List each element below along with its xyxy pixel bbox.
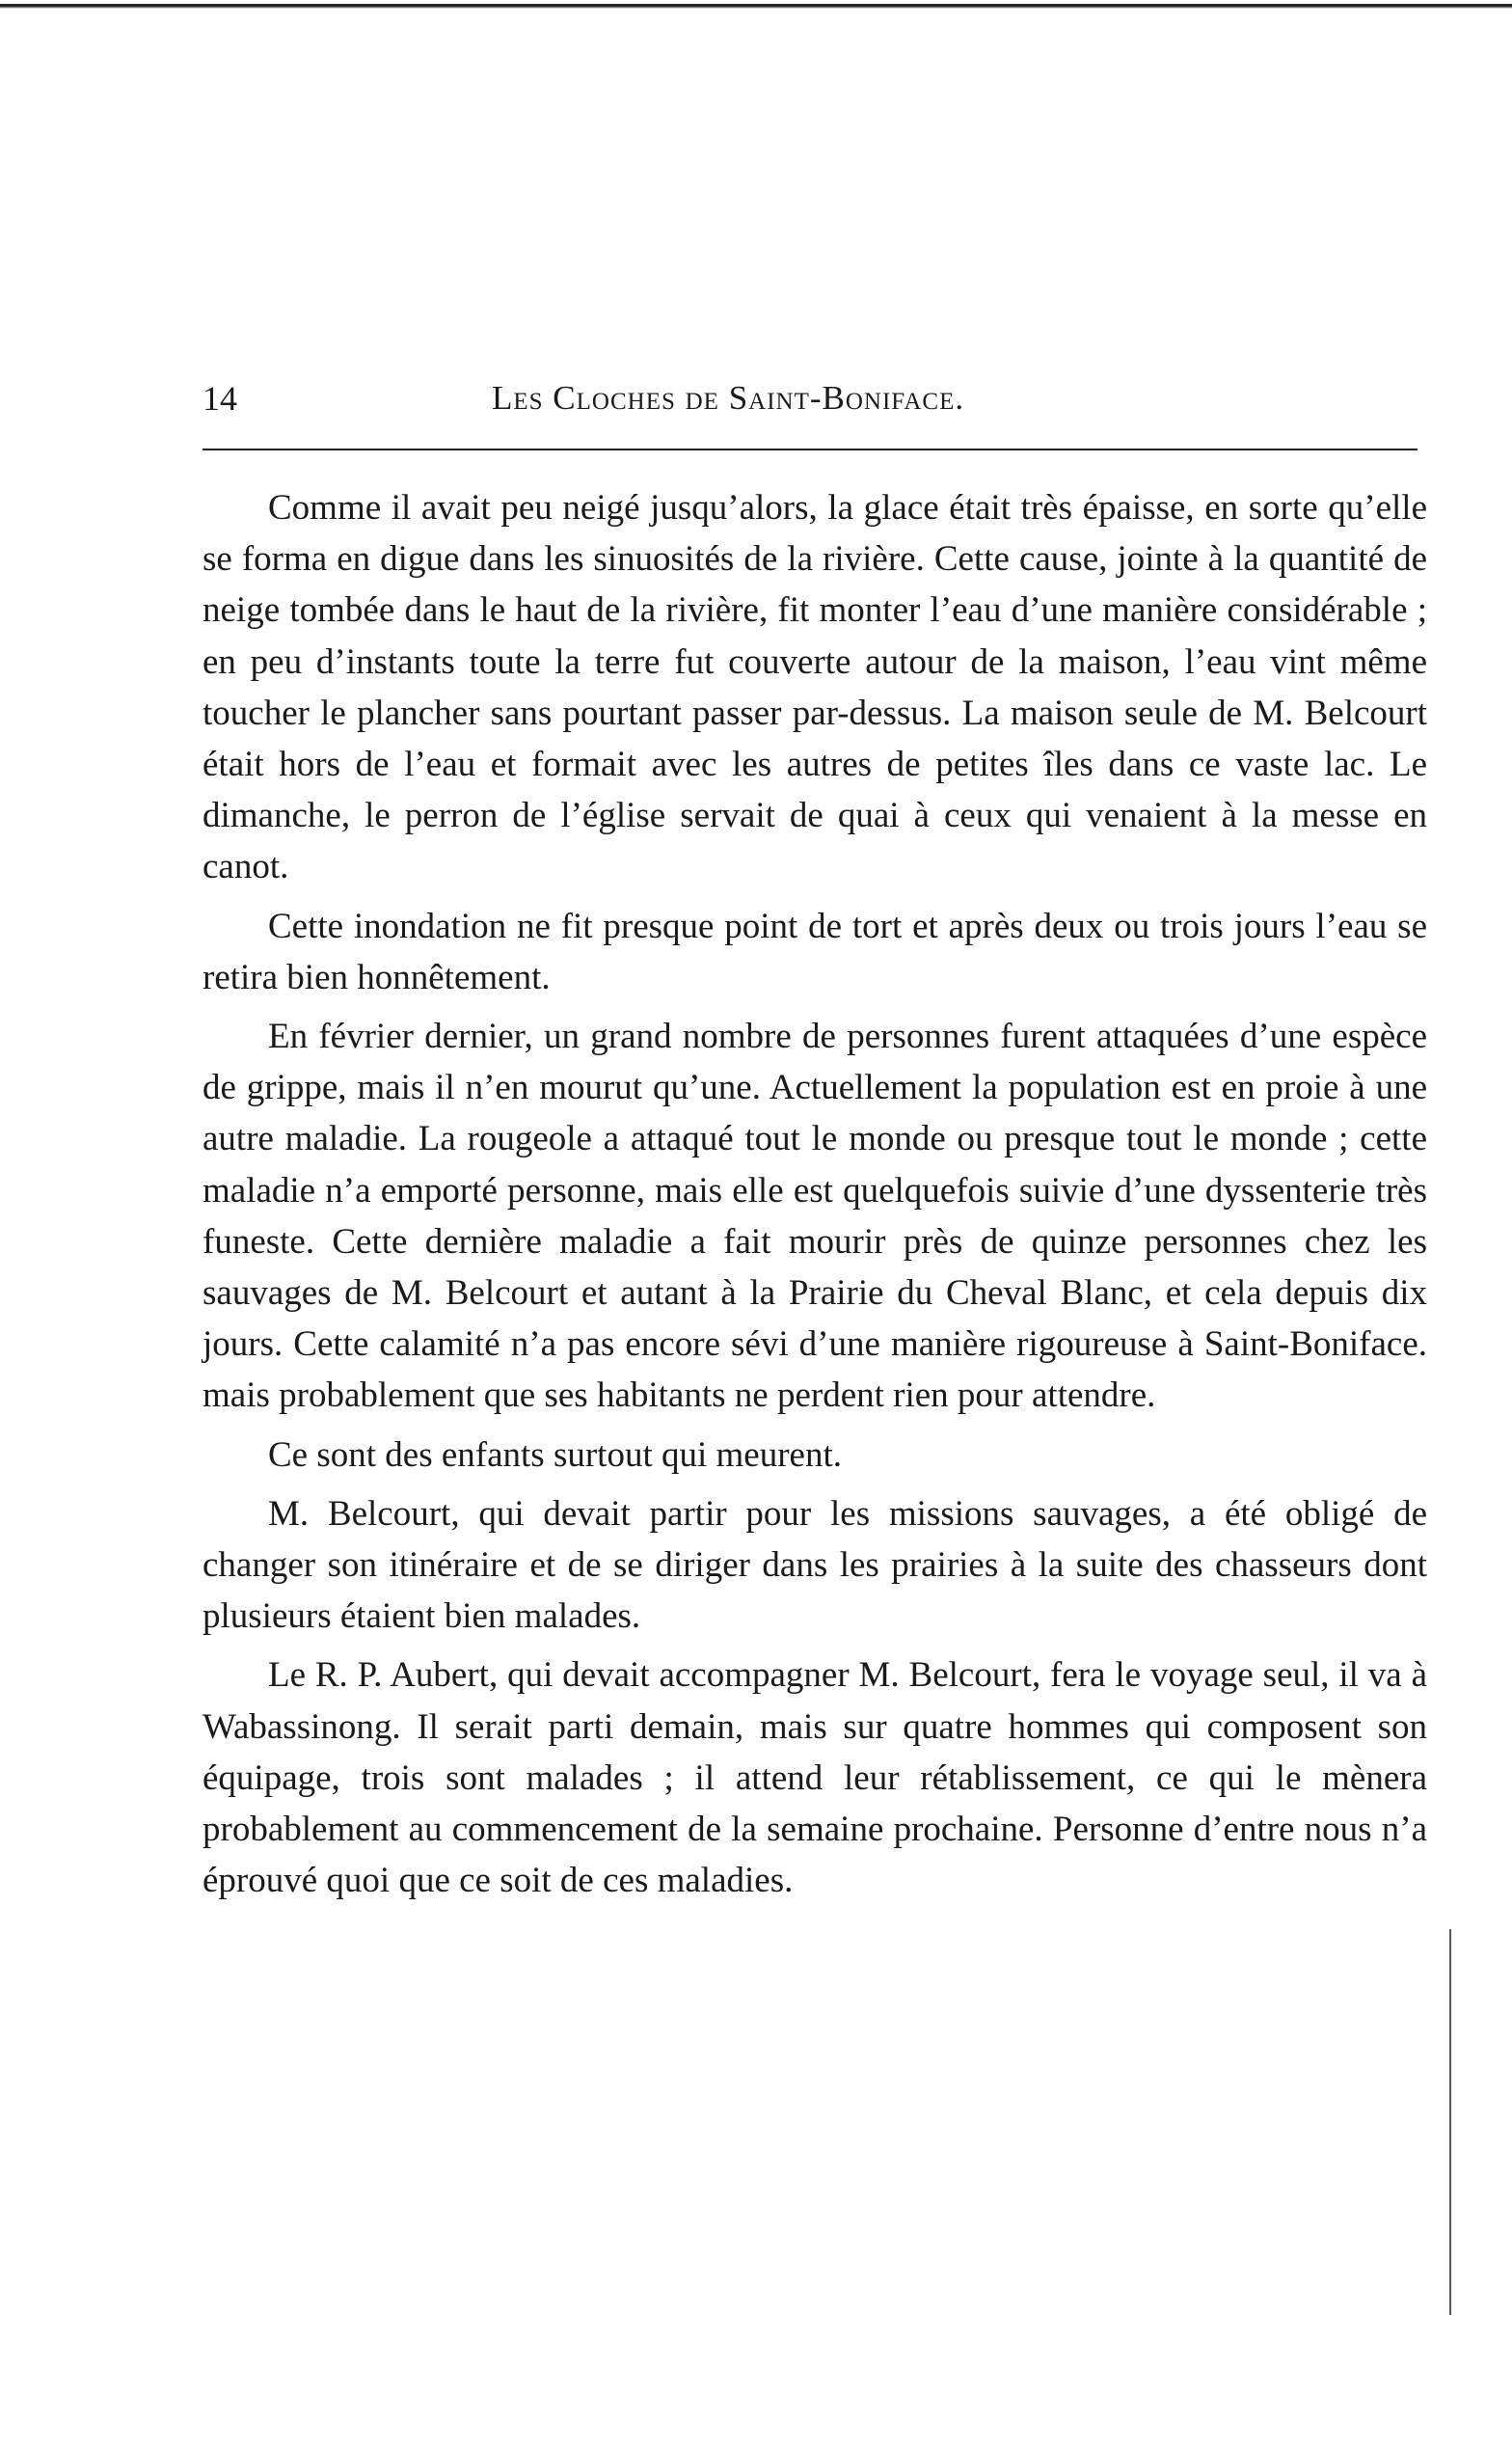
paragraph: Le R. P. Aubert, qui devait accompagner M. Belcourt, fera le voyage seul, il va à Wabassinong. Il serait parti demain, mais sur quatre hommes qui composent son équipage, trois sont malades ; il attend leur rétablissement, ce qui le mènera probablement au commencement de la semaine prochaine. Personne d’entre nous n’a éprouvé quoi que ce soit de ces maladies. <box>202 1655 1427 1901</box>
margin-line <box>1449 1929 1451 2315</box>
paragraph: Ce sont des enfants surtout qui meurent. <box>268 1434 842 1475</box>
paragraph: M. Belcourt, qui devait partir pour les missions sauvages, a été obligé de changer son itinéraire et de se diriger dans les prairies à la suite des chasseurs dont plusieurs étaient bien malades. <box>202 1493 1427 1637</box>
header-rule <box>202 449 1418 450</box>
paragraph: Comme il avait peu neigé jusqu’alors, la glace était très épaisse, en sorte qu’elle se forma en digue dans les sinuosités de la rivière. Cette cause, jointe à la quantité de neige tombée dans le haut de la rivière, fit monter l’eau d’une manière considérable ; en peu d’instants toute la terre fut couverte autour de la maison, l’eau vint même toucher le plancher sans pourtant passer par-dessus. La maison seule de M. Belcourt était hors de l’eau et formait avec les autres de petites îles dans ce vaste lac. Le dimanche, le perron de l’église servait de quai à ceux qui venaient à la messe en canot. <box>202 488 1427 887</box>
paragraph: En février dernier, un grand nombre de personnes furent attaquées d’une espèce de grippe, mais il n’en mourut qu’une. Actuellement la population est en proie à une autre maladie. La rougeole a attaqué tout le monde ou presque tout le monde ; cette maladie n’a emporté personne, mais elle est quelquefois suivie d’une dyssenterie très funeste. Cette dernière maladie a fait mourir près de quinze personnes chez les sauvages de M. Belcourt et autant à la Prairie du Cheval Blanc, et cela depuis dix jours. Cette calamité n’a pas encore sévi d’une manière rigoureuse à Saint-Boniface. mais probablement que ses habitants ne perdent rien pour attendre. <box>202 1017 1427 1416</box>
page-number: 14 <box>202 379 237 418</box>
running-title: Les Cloches de Saint-Boniface. <box>492 379 965 417</box>
body-text <box>202 482 1427 1906</box>
paragraph: Cette inondation ne fit presque point de tort et après deux ou trois jours l’eau se retira bien honnêtement. <box>202 906 1427 997</box>
page-header <box>202 369 1427 427</box>
scan-edge-line <box>0 4 1512 9</box>
